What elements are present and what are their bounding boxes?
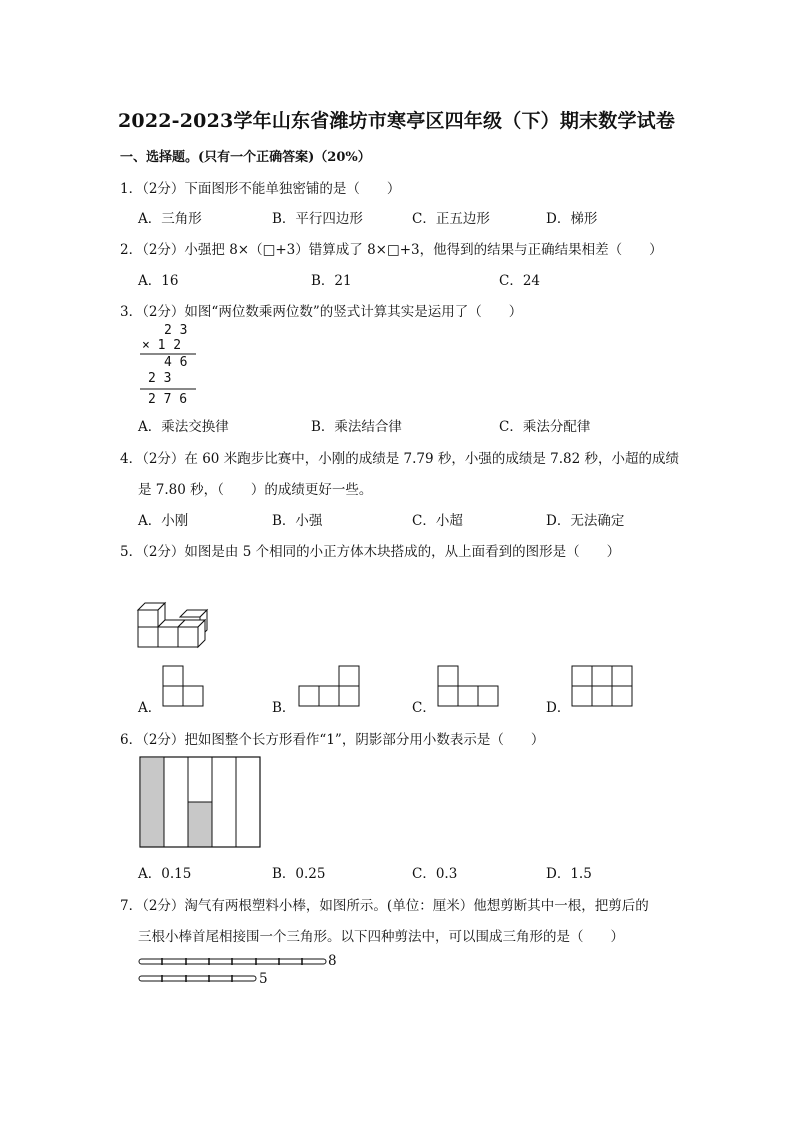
question-6-option-b[interactable]: B．0.25 [272,866,326,882]
stick-8-label: 8 [328,953,337,969]
stick-5-label: 5 [259,971,268,987]
question-1-option-d[interactable]: D．梯形 [546,211,598,227]
question-7-stem-line-1: 7．（2分）淘气有两根塑料小棒，如图所示。(单位：厘米）他想剪断其中一根，把剪后的 [120,898,649,914]
calc-line-multiplicand: 2 3 [164,323,188,338]
calc-line-partial-1: 4 6 [164,355,188,370]
stick-5cm [139,975,256,982]
page-title: 2022-2023学年山东省潍坊市寒亭区四年级（下）期末数学试卷 [118,110,676,132]
question-4-option-b[interactable]: B．小强 [272,513,323,529]
stick-8cm [139,958,326,965]
question-5-stem: 5．（2分）如图是由 5 个相同的小正方体木块搭成的，从上面看到的图形是（ ） [120,544,621,560]
question-2-stem: 2．（2分）小强把 8×（□+3）错算成了 8×□+3，他得到的结果与正确结果相差（ ） [120,242,663,258]
question-1-option-c[interactable]: C．正五边形 [412,211,490,227]
question-4-option-c[interactable]: C．小超 [412,513,463,529]
section-heading-choice: 一、选择题。(只有一个正确答案)（20%） [120,150,371,165]
question-5-option-d[interactable]: D． [546,700,571,716]
question-6-option-c[interactable]: C．0.3 [412,866,458,882]
question-2-option-a[interactable]: A．16 [138,273,179,289]
question-1-option-b[interactable]: B．平行四边形 [272,211,363,227]
question-7-stem-line-2: 三根小棒首尾相接围一个三角形。以下四种剪法中，可以围成三角形的是（ ） [138,929,624,945]
question-5-option-a[interactable]: A． [138,700,162,716]
question-4-stem-line-2: 是 7.80 秒，（ ）的成绩更好一些。 [138,482,373,498]
calc-line-result: 2 7 6 [148,392,188,407]
question-6-option-d[interactable]: D．1.5 [546,866,592,882]
question-4-option-a[interactable]: A．小刚 [138,513,189,529]
question-3-option-c[interactable]: C．乘法分配律 [499,419,591,435]
calc-line-partial-2: 2 3 [148,371,172,386]
question-4-option-d[interactable]: D．无法确定 [546,513,625,529]
question-4-stem-line-1: 4．（2分）在 60 米跑步比赛中，小刚的成绩是 7.79 秒，小强的成绩是 7.82 秒，小超的成绩 [120,451,679,467]
question-2-option-c[interactable]: C．24 [499,273,541,289]
question-2-option-b[interactable]: B．21 [311,273,352,289]
question-3-stem: 3．（2分）如图“两位数乘两位数”的竖式计算其实是运用了（ ） [120,304,523,320]
question-5-option-b[interactable]: B． [272,700,296,716]
question-5-option-c[interactable]: C． [412,700,436,716]
question-6-option-a[interactable]: A．0.15 [138,866,192,882]
question-3-option-a[interactable]: A．乘法交换律 [138,419,229,435]
question-3-option-b[interactable]: B．乘法结合律 [311,419,402,435]
question-1-stem: 1．（2分）下面图形不能单独密铺的是（ ） [120,181,401,197]
calc-line-multiplier: × 1 2 [142,338,182,353]
question-1-option-a[interactable]: A．三角形 [138,211,202,227]
question-6-stem: 6．（2分）把如图整个长方形看作“1”，阴影部分用小数表示是（ ） [120,732,545,748]
